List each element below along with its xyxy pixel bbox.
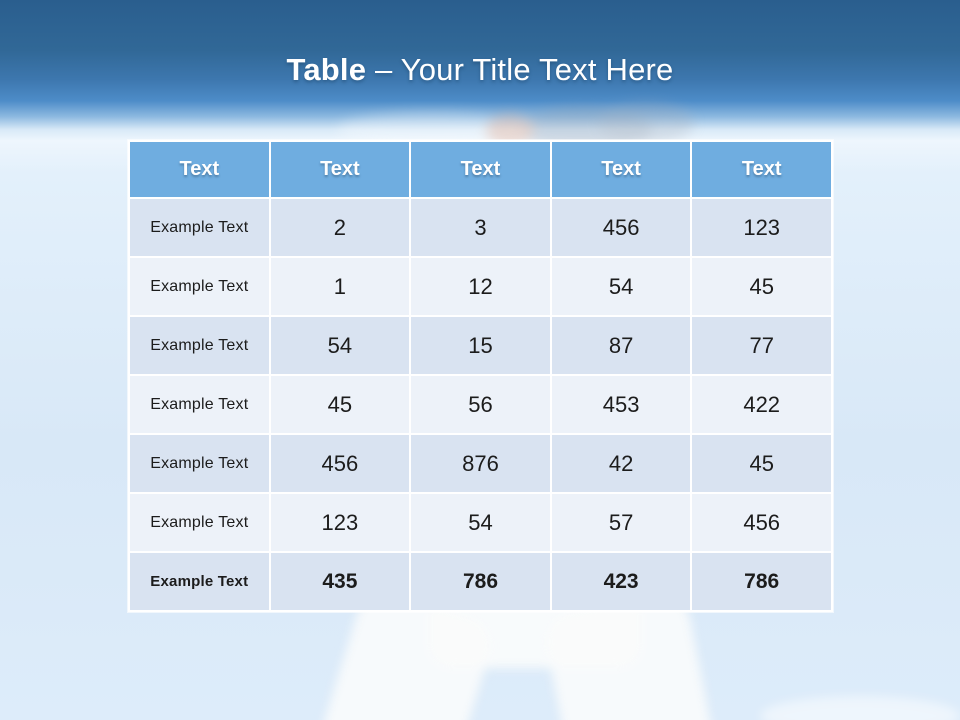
value-cell: 57: [552, 494, 691, 551]
value-cell: 45: [692, 435, 831, 492]
value-cell: 54: [552, 258, 691, 315]
slide-title-keyword: Table: [286, 52, 367, 87]
value-cell: 123: [271, 494, 410, 551]
value-cell: 77: [692, 317, 831, 374]
value-cell: 876: [411, 435, 550, 492]
value-cell: 87: [552, 317, 691, 374]
value-cell: 54: [411, 494, 550, 551]
value-cell: 45: [692, 258, 831, 315]
value-cell: 56: [411, 376, 550, 433]
value-cell: 786: [692, 553, 831, 610]
value-cell: 456: [552, 199, 691, 256]
slide-title: [0, 52, 960, 88]
value-cell: 786: [411, 553, 550, 610]
value-cell: 15: [411, 317, 550, 374]
value-cell: 423: [552, 553, 691, 610]
value-cell: 3: [411, 199, 550, 256]
value-cell: 54: [271, 317, 410, 374]
value-cell: 45: [271, 376, 410, 433]
value-cell: 42: [552, 435, 691, 492]
header-cell: Text: [552, 142, 691, 197]
row-label-cell: Example Text: [130, 435, 269, 492]
header-cell: Text: [411, 142, 550, 197]
value-cell: 453: [552, 376, 691, 433]
row-label-cell: Example Text: [130, 376, 269, 433]
row-label-cell: Example Text: [130, 317, 269, 374]
value-cell: 2: [271, 199, 410, 256]
value-cell: 456: [692, 494, 831, 551]
row-label-cell: Example Text: [130, 199, 269, 256]
value-cell: 123: [692, 199, 831, 256]
value-cell: 422: [692, 376, 831, 433]
row-label-cell: Example Text: [130, 258, 269, 315]
header-cell: Text: [130, 142, 269, 197]
value-cell: 456: [271, 435, 410, 492]
header-cell: Text: [692, 142, 831, 197]
row-label-cell: Example Text: [130, 553, 269, 610]
value-cell: 1: [271, 258, 410, 315]
header-cell: Text: [271, 142, 410, 197]
slide-title-separator: –: [366, 52, 401, 87]
row-label-cell: Example Text: [130, 494, 269, 551]
background-photo-wisp-shape: [760, 696, 960, 720]
value-cell: 435: [271, 553, 410, 610]
value-cell: 12: [411, 258, 550, 315]
data-table: [128, 140, 833, 612]
slide-title-text: Your Title Text Here: [400, 52, 674, 87]
